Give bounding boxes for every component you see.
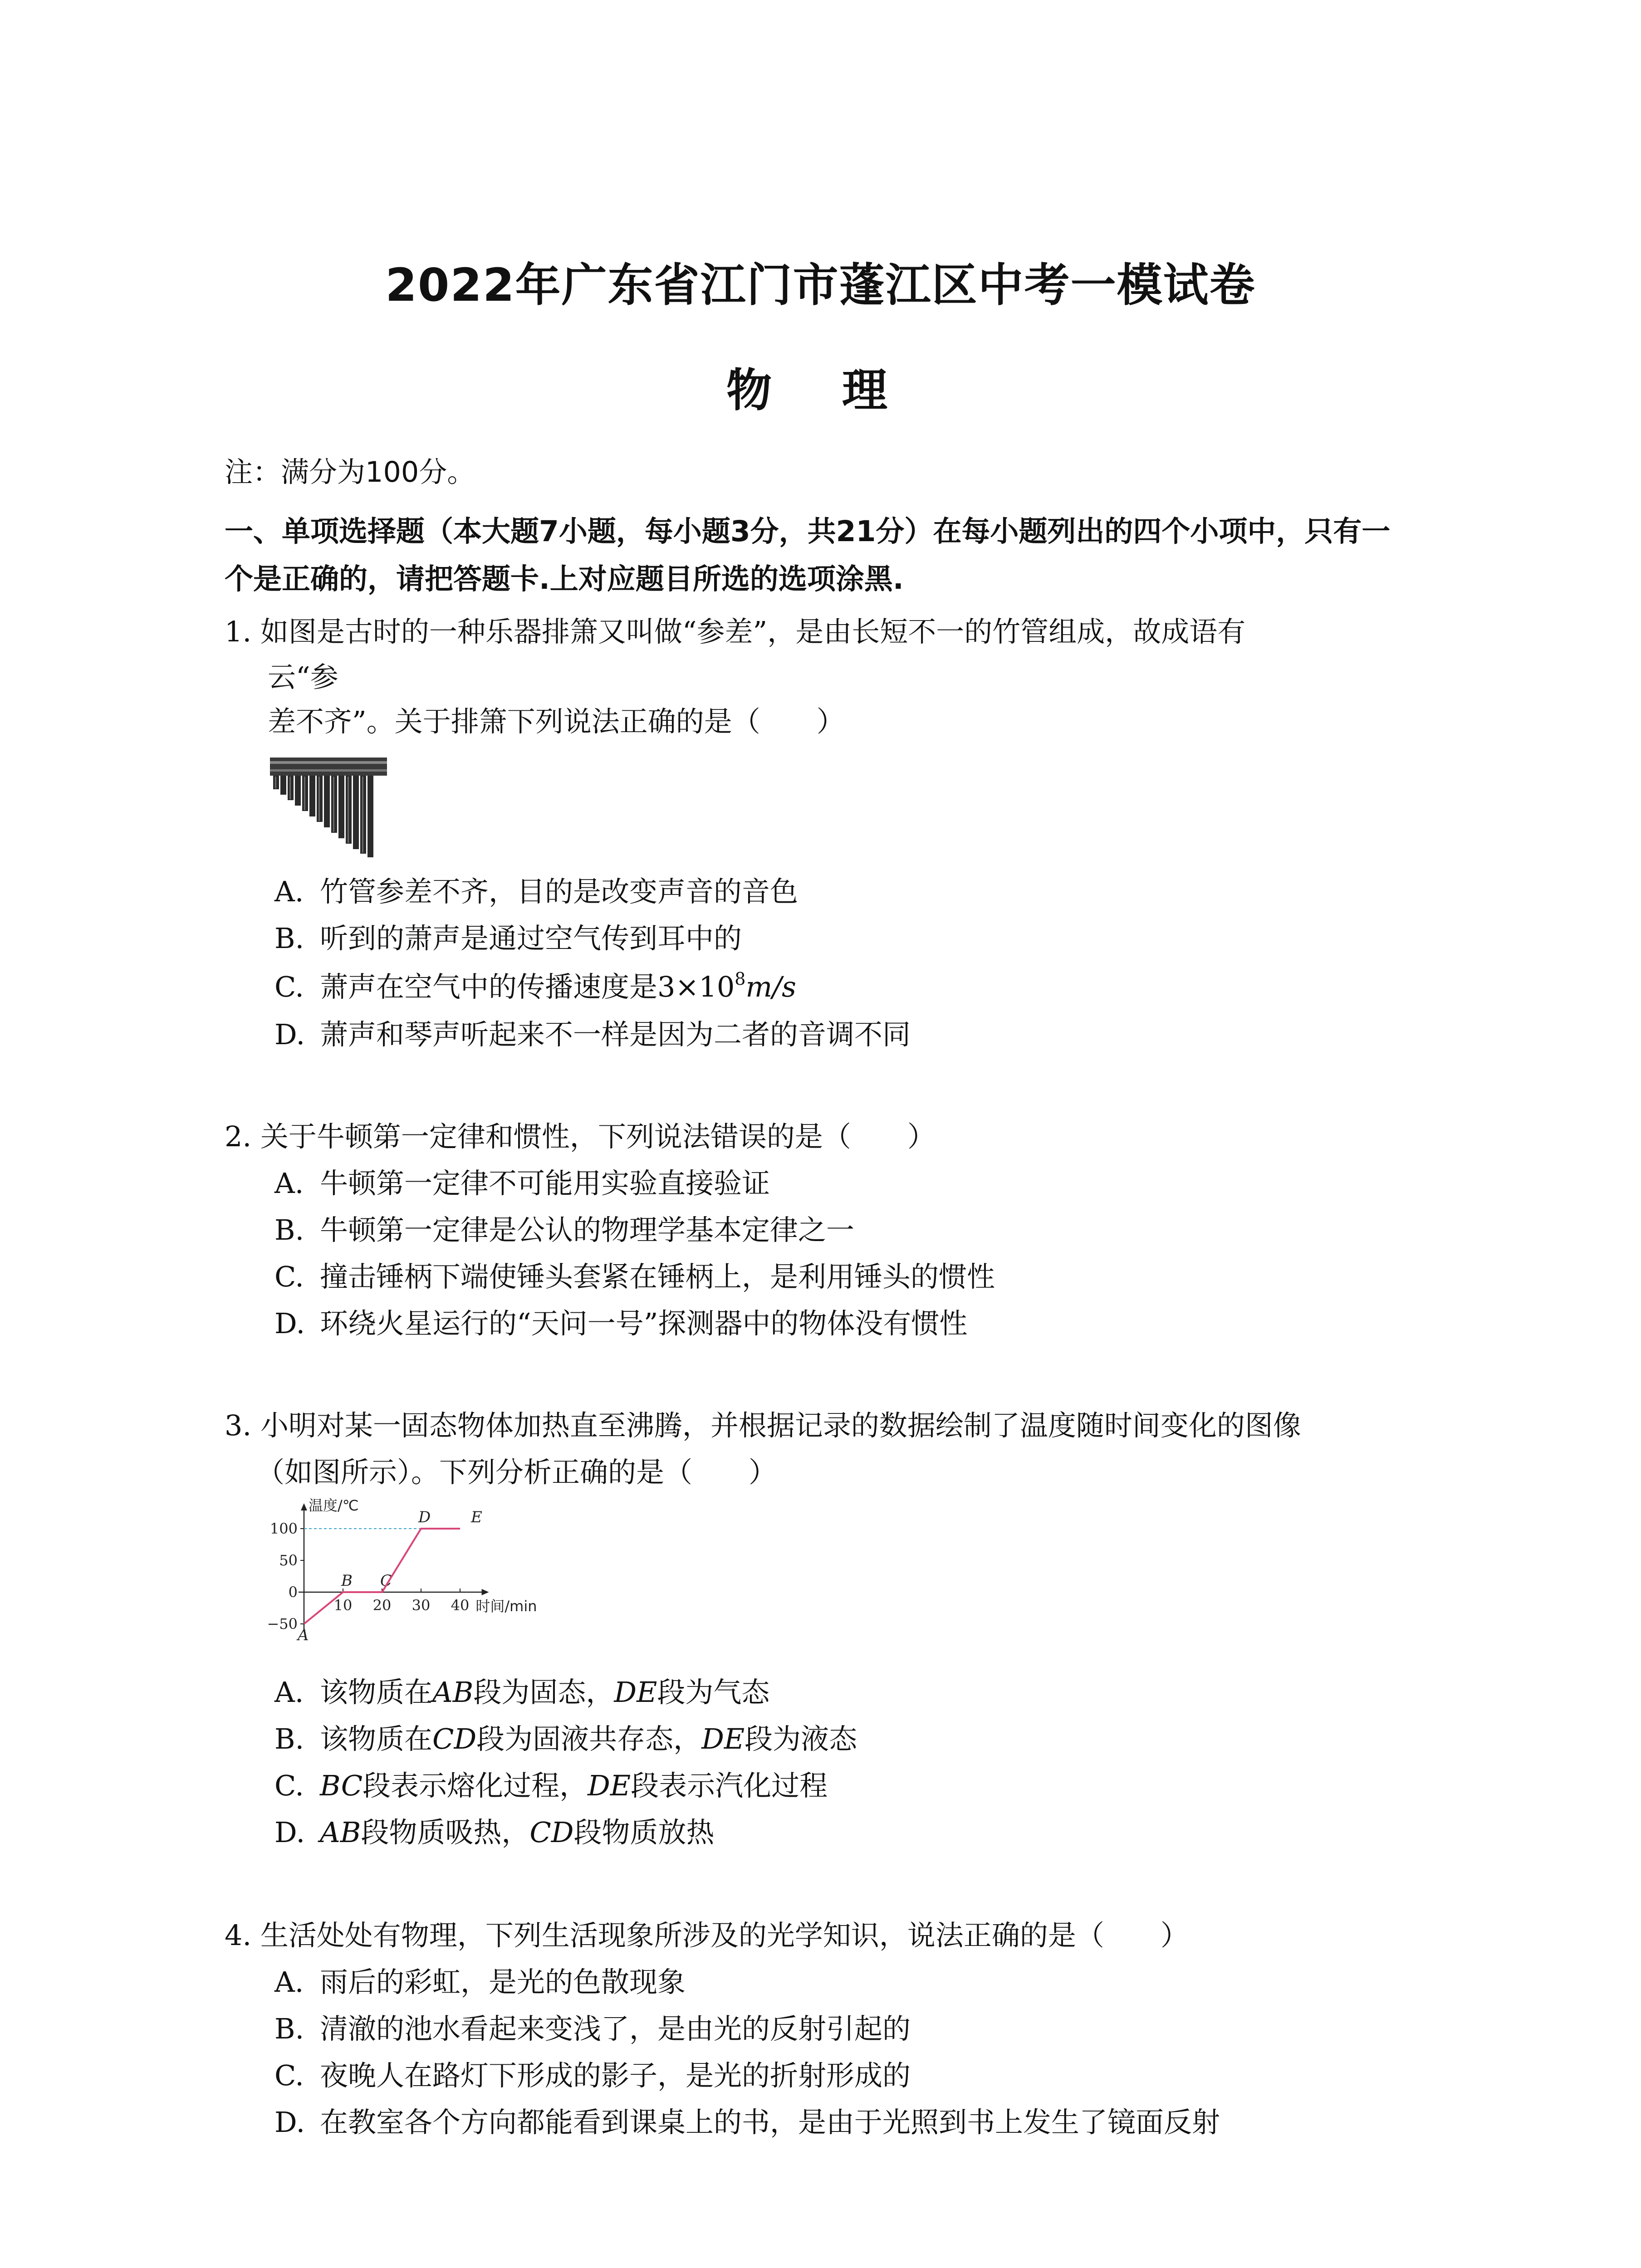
q2-option-d-letter: D.: [274, 1307, 305, 1340]
q1-option-b-text: 听到的萧声是通过空气传到耳中的: [320, 922, 742, 955]
q2-option-c-text: 撞击锤柄下端使锤头套紧在锤柄上，是利用锤头的惯性: [320, 1260, 995, 1293]
q2-option-b-text: 牛顿第一定律是公认的物理学基本定律之一: [320, 1213, 855, 1246]
q2-option-c-letter: C.: [274, 1260, 304, 1293]
q4-option-c-text: 夜晚人在路灯下形成的影子，是光的折射形成的: [320, 2059, 911, 2092]
q3-option-a-seg1: AB: [432, 1676, 474, 1709]
y-axis-label: 温度/℃: [309, 1497, 359, 1514]
q3-option-b-part2: 段为固液共存态，: [476, 1722, 702, 1755]
q3-option-a[interactable]: [274, 1676, 770, 1709]
q3-option-d-part2: 段物质吸热，: [361, 1816, 530, 1849]
q4-option-b-letter: B.: [274, 2012, 304, 2045]
q1-option-c-unit: m/s: [745, 970, 796, 1003]
q4-option-c-letter: C.: [274, 2059, 304, 2092]
q3-option-c-part3: 段表示汽化过程: [631, 1769, 828, 1802]
section-heading-line1: 一、单项选择题（本大题7小题，每小题3分，共21分）在每小题列出的四个小项中，只有一: [225, 515, 1391, 548]
q4-option-d[interactable]: [274, 2106, 1220, 2139]
graph-labels: [296, 1497, 537, 1644]
q3-option-a-part1: 该物质在: [320, 1676, 433, 1709]
q4-option-b[interactable]: [274, 2012, 911, 2045]
q3-option-b[interactable]: [274, 1722, 857, 1755]
q3-option-c-part2: 段表示熔化过程，: [362, 1769, 588, 1802]
q1-option-c-exponent: 8: [735, 969, 746, 989]
q1-option-b-letter: B.: [274, 922, 304, 955]
q1-option-a-text: 竹管参差不齐，目的是改变声音的音色: [320, 875, 798, 908]
q1-option-d[interactable]: [274, 1018, 911, 1051]
x-tick-label: 20: [372, 1597, 392, 1614]
q3-stem-line1: 3. 小明对某一固态物体加热直至沸腾，并根据记录的数据绘制了温度随时间变化的图像: [225, 1409, 1301, 1442]
q1-option-d-text: 萧声和琴声听起来不一样是因为二者的音调不同: [320, 1018, 911, 1051]
exam-title: 2022年广东省江门市蓬江区中考一模试卷: [385, 259, 1256, 312]
q1-option-c[interactable]: [274, 969, 796, 1003]
q3-option-c-seg1: BC: [320, 1769, 363, 1802]
q4-option-a-text: 雨后的彩虹，是光的色散现象: [320, 1965, 686, 1999]
q4-option-b-text: 清澈的池水看起来变浅了，是由光的反射引起的: [320, 2012, 911, 2045]
q3-option-a-letter: A.: [274, 1676, 304, 1709]
q3-option-b-letter: B.: [274, 1722, 304, 1755]
x-axis-label: 时间/min: [475, 1598, 537, 1615]
q2-stem: 2. 关于牛顿第一定律和惯性，下列说法错误的是（ ）: [225, 1120, 936, 1153]
q3-option-d[interactable]: [274, 1818, 715, 1847]
point-label-E: E: [471, 1508, 482, 1526]
q3-option-a-seg2: DE: [614, 1676, 657, 1709]
q3-option-b-part3: 段为液态: [745, 1722, 857, 1755]
q1-option-c-letter: C.: [274, 970, 304, 1003]
q3-option-d-letter: D.: [274, 1816, 305, 1849]
q1-stem-line1: 1. 如图是古时的一种乐器排箫又叫做“参差”，是由长短不一的竹管组成，故成语有: [225, 615, 1246, 648]
y-tick-label: 100: [269, 1520, 298, 1537]
q3-option-b-seg1: CD: [432, 1722, 477, 1755]
q3-option-c-letter: C.: [274, 1769, 304, 1802]
q4-stem: 4. 生活处处有物理，下列生活现象所涉及的光学知识，说法正确的是（ ）: [225, 1919, 1189, 1952]
q3-option-b-seg2: DE: [701, 1722, 745, 1755]
q1-option-b[interactable]: [274, 924, 742, 953]
q1-option-d-letter: D.: [274, 1018, 305, 1051]
subject-title: 物 理: [726, 364, 915, 417]
x-axis-arrow: [482, 1589, 489, 1595]
y-tick-label: 0: [288, 1584, 298, 1601]
q3-option-d-part3: 段物质放热: [573, 1816, 715, 1849]
q1-option-a-letter: A.: [274, 875, 304, 908]
q2-option-a[interactable]: [274, 1169, 770, 1198]
temperature-time-graph: [261, 1497, 560, 1656]
x-tick-label: 30: [411, 1597, 431, 1614]
q1-stem-line3: 差不齐”。关于排箫下列说法正确的是（ ）: [268, 705, 845, 738]
q3-option-d-seg2: CD: [529, 1816, 574, 1849]
q2-option-b-letter: B.: [274, 1213, 304, 1246]
y-tick-label: −50: [267, 1615, 298, 1633]
point-label-C: C: [380, 1572, 392, 1590]
y-axis-arrow: [301, 1503, 307, 1510]
q3-option-a-part3: 段为气态: [657, 1676, 770, 1709]
y-tick-label: 50: [279, 1552, 298, 1569]
q2-option-a-text: 牛顿第一定律不可能用实验直接验证: [320, 1167, 770, 1200]
q1-stem-line2: 云“参: [268, 660, 338, 694]
q1-option-a[interactable]: [274, 875, 798, 908]
panpipe-image: [268, 753, 390, 862]
x-tick-label: 10: [333, 1597, 353, 1614]
point-label-A: A: [298, 1626, 309, 1644]
x-tick-label: 40: [451, 1597, 470, 1614]
q4-option-d-text: 在教室各个方向都能看到课桌上的书，是由于光照到书上发生了镜面反射: [320, 2106, 1220, 2139]
q4-option-c[interactable]: [274, 2059, 911, 2092]
point-label-D: D: [418, 1508, 431, 1526]
graph-ticks: [267, 1520, 469, 1633]
q1-option-c-text: 萧声在空气中的传播速度是3×10: [320, 970, 735, 1003]
q3-option-c-seg2: DE: [588, 1769, 631, 1802]
q3-option-a-part2: 段为固态，: [473, 1676, 614, 1709]
point-label-B: B: [341, 1572, 353, 1590]
q2-option-c[interactable]: [274, 1260, 995, 1293]
q2-option-d[interactable]: [274, 1307, 968, 1340]
q2-option-b[interactable]: [274, 1213, 855, 1246]
section-heading-line2: 个是正确的，请把答题卡.上对应题目所选的选项涂黑.: [225, 562, 904, 596]
q2-option-a-letter: A.: [274, 1167, 304, 1200]
q3-stem-line2: （如图所示）。下列分析正确的是（ ）: [256, 1456, 777, 1489]
q4-option-a[interactable]: [274, 1965, 686, 1999]
q3-option-b-part1: 该物质在: [320, 1722, 433, 1755]
q4-option-d-letter: D.: [274, 2106, 305, 2139]
q3-option-d-seg1: AB: [320, 1816, 361, 1849]
q3-option-c[interactable]: [274, 1769, 828, 1802]
q2-option-d-text: 环绕火星运行的“天问一号”探测器中的物体没有惯性: [320, 1307, 968, 1340]
score-note: 注：满分为100分。: [225, 455, 475, 489]
q4-option-a-letter: A.: [274, 1965, 304, 1999]
